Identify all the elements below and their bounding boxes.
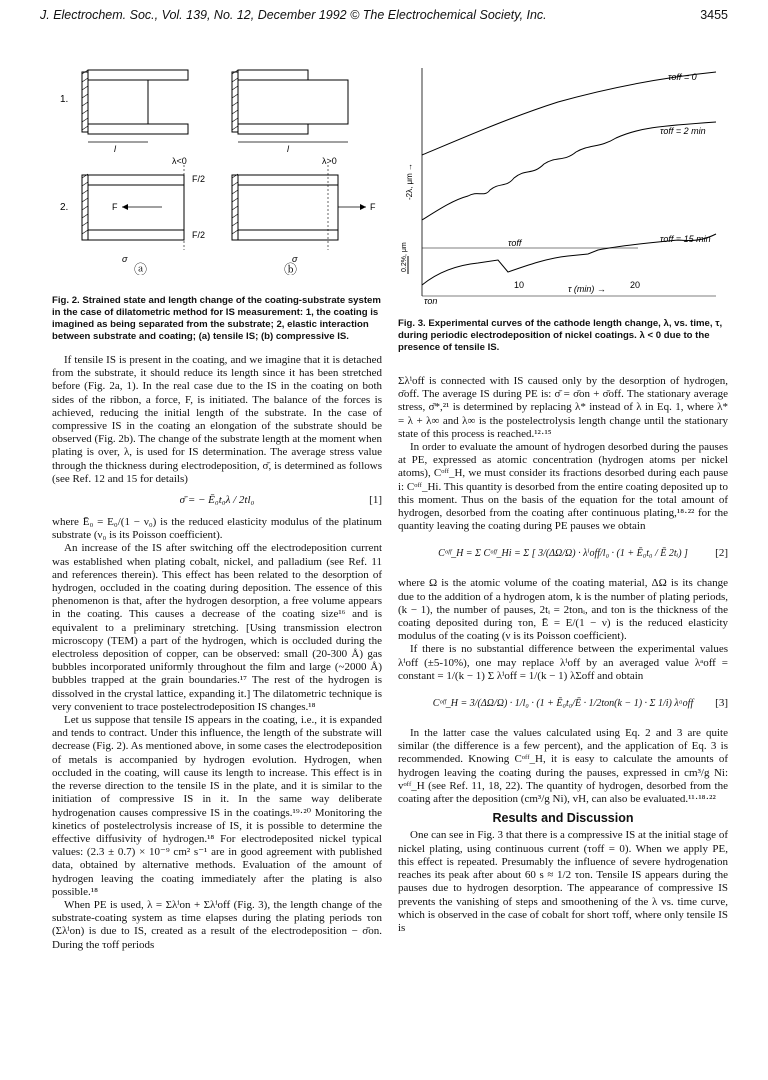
fig3-label-toff-mid: τoff bbox=[508, 238, 522, 248]
right-paragraph-2: In order to evaluate the amount of hydrogen desorbed during the pauses at PE, expressed as atomic concentration (hydrogen atoms per nickel atoms), Cᵒᶠᶠ_H, we must consider its fractions desorbed during each pause i: Cᵒᶠᶠ_Hi. This quantity is desorbed from the entire coating deposited up to this moment. Thus on the basis of the equation for the total amount of hydrogen, desorbed from the coating after continuous plating,¹⁸·²² for the quantity leaving the coating during PE pauses we obtain bbox=[398, 441, 728, 533]
equation-2-body: Cᵒᶠᶠ_H = Σ Cᵒᶠᶠ_Hi = Σ [ 3/(ΔΩ/Ω) · λⁱoff/l₀ · (1 + Ē₀t₀ / Ē 2tᵢ) ] bbox=[438, 548, 688, 560]
fig2-f-half-top: F/2 bbox=[192, 174, 206, 184]
fig2-row1-label: 1. bbox=[60, 94, 69, 105]
fig3-label-ton: τon bbox=[424, 296, 438, 305]
fig2-force-b: F bbox=[370, 202, 376, 212]
fig2-lambda-neg: λ<0 bbox=[172, 156, 187, 166]
fig2-f-half-bottom: F/2 bbox=[192, 230, 206, 240]
figure-3-caption: Fig. 3. Experimental curves of the cathode length change, λ, vs. time, τ, during periodic electrodeposition of nickel coatings. λ < 0 due to the presence of tensile IS. bbox=[398, 318, 723, 353]
figure-2-caption: Fig. 2. Strained state and length change of the coating-substrate system in the case of dilatometric method for IS measurement: 1, the coating is imagined as being separated from the substrate; 2, elastic interaction between substrate and coating; (a) tensile IS; (b) compressive IS. bbox=[52, 295, 381, 342]
fig2-force-a: F bbox=[112, 202, 118, 212]
equation-1-body: σ̄ = − Ē₀t₀λ / 2tl₀ bbox=[179, 494, 255, 507]
right-paragraph-5: In the latter case the values calculated using Eq. 2 and 3 are quite similar (the difference is a few percent), and the application of Eq. 3 is recommended. Knowing Cᵒᶠᶠ_H, it is easy to calculate the amounts of hydrogen leaving the coating during the pauses, expressed in cm³/g Ni: vᵒᶠᶠ_H (see Ref. 11, 18, 22). The quantity of hydrogen, desorbed from the coating after the deposition (cm³/g Ni), vH, can also be evaluated.¹¹·¹⁸·²² bbox=[398, 727, 728, 806]
left-paragraph-3: An increase of the IS after switching off the electrodeposition current was established when plating cobalt, nickel, and palladium (see Ref. 11 and references therein). This effect has been related to the desorption of hydrogen, occluded in the coating during deposition. The essence of this phenomenon is that, after the hydrogen desorption, a free volume appears in the coating. This causes a decrease of the coating size¹⁶ and is equivalent to a preliminary stretching. [Using transmission electron microscopy (TEM) a part of the hydrogen, which is occluded during the electroless deposition of copper, can be observed: small (20-300 Å) gas bubbles incorporated uniformly throughout the film and large (~2000 Å) bubbles trapped at the grain boundaries.¹⁷ The rest of the hydrogen is dissolved in the crystal lattice, expanding it.] The dilatometric technique is very convenient to trace postelectrodeposition IS changes.¹⁸ bbox=[52, 542, 382, 713]
fig2-panel-a-label: ⓐ bbox=[134, 262, 148, 275]
right-paragraph-4: If there is no substantial difference between the experimental values λⁱoff (±5-10%), one may replace λⁱoff by an averaged value λᵃoff = constant = 1/(k − 1) Σ λⁱoff = 1/(k − 1) λΣoff and obtain bbox=[398, 643, 728, 682]
fig2-lambda-pos: λ>0 bbox=[322, 156, 337, 166]
fig2-row2-label: 2. bbox=[60, 202, 69, 213]
fig2-row1-panel-a bbox=[82, 70, 188, 154]
left-paragraph-1: If tensile IS is present in the coating, and we imagine that it is detached from the substrate, it should reduce its length since it has been stretched before (Fig. 2a, 1). In the real case due to the IS in the coating on both sides of the ribbon, a force, F, is initiated. The balance of the forces is achieved, reducing the initial length of the substrate. In the case of compressive IS in the coating an elongation of the substrate should be observed (Fig. 2b). The change of the substrate length at the moment when plating is over, λ, is used for IS determination. The average stress value through the thickness during electrodeposition, σ̄, is determined as follows (see Ref. 12 and 15 for details) bbox=[52, 354, 382, 485]
fig3-label-toff15: τoff = 15 min bbox=[660, 234, 711, 244]
left-column bbox=[52, 354, 382, 952]
running-header bbox=[40, 8, 728, 26]
fig2-sigma0-a: σ bbox=[122, 254, 128, 264]
fig3-x-tick-10: 10 bbox=[514, 280, 525, 290]
left-paragraph-5: When PE is used, λ = Σλⁱon + Σλⁱoff (Fig. 3), the length change of the substrate-coating system as time elapses during the plating periods τon (Σλⁱon) is due to IS, created as a result of the electrodeposition − σ̄on. During the τoff periods bbox=[52, 898, 382, 951]
journal-citation: J. Electrochem. Soc., Vol. 139, No. 12, December 1992 © The Electrochemical Society, Inc. bbox=[40, 8, 547, 22]
right-paragraph-1: Σλⁱoff is connected with IS caused only by the desorption of hydrogen, σ̄off. The average IS during PE is: σ̄ = σ̄on + σ̄off. The stationary average stress, σ̄*,²¹ is determined by replacing λ* instead of λ in Eq. 1, where λ* = λ + λ∞ and λ∞ is the postelectrolysis length change until the stationary state of this process is reached.¹²·¹⁵ bbox=[398, 375, 728, 440]
curve-toff-0 bbox=[422, 72, 716, 155]
right-paragraph-3: where Ω is the atomic volume of the coating material, ΔΩ is its change due to the addition of a hydrogen atom, k is the number of plating periods, (k − 1), the number of pauses, 2tᵢ = 2tonᵢ, and ton is the thickness of the coating deposited during τon, Ē = E/(1 − ν) is the reduced elasticity modulus of the coating (ν is its Poisson coefficient). bbox=[398, 577, 728, 643]
fig3-label-toff2: τoff = 2 min bbox=[660, 126, 706, 136]
fig3-x-unit: τ (min) → bbox=[568, 284, 606, 294]
section-heading: Results and Discussion bbox=[492, 811, 634, 826]
equation-1-number: [1] bbox=[369, 494, 382, 507]
right-column bbox=[398, 375, 728, 935]
figure-3-chart bbox=[398, 60, 728, 305]
fig2-row1-panel-b bbox=[232, 70, 348, 154]
right-paragraph-6: One can see in Fig. 3 that there is a compressive IS at the initial stage of nickel plating, using continuous current (τoff = 0). When we apply PE, this effect is repeated. Presumably the influence of severe hydrogenation reaches its peak after about 60 s ≈ 1/2 τon. Tensile IS appears during the pauses due to hydrogen desorption. The appearance of compressive IS prevents the vanishing of steps and smoothening of the λ vs. time curve, which is observed in the case of cobalt for short τoff, where only tensile IS is bbox=[398, 829, 728, 934]
fig3-scale-bar-label: 0.2%, μm bbox=[401, 242, 408, 272]
fig3-x-tick-20: 20 bbox=[630, 280, 641, 290]
fig2-l0-left: l bbox=[114, 144, 116, 154]
equation-3-number: [3] bbox=[715, 697, 728, 710]
left-paragraph-2: where Ē₀ = E₀/(1 − ν₀) is the reduced elasticity modulus of the platinum substrate (ν₀ is its Poisson coefficient). bbox=[52, 516, 382, 542]
fig3-y-axis-label: -2λ, μm → bbox=[405, 162, 414, 200]
fig2-row2-panel-a bbox=[82, 165, 205, 264]
fig3-label-toff0: τoff = 0 bbox=[668, 72, 697, 82]
fig2-l0-right: l bbox=[287, 144, 289, 154]
equation-1 bbox=[52, 486, 382, 516]
equation-3-body: Cᵒᶠᶠ_H = 3/(ΔΩ/Ω) · 1/l₀ · (1 + Ē₀t₀/Ē · 1/2ton(k − 1) · Σ 1/i) λᵃoff bbox=[432, 698, 694, 710]
left-paragraph-4: Let us suppose that tensile IS appears in the coating, i.e., it is expanded and tends to contract. Under this influence, the length of the substrate will decrease (Fig. 2). As mentioned above, in some cases the electrodeposition of metals is accompanied by hydrogen evolution. Hydrogen, when occluded in the coating, will cause its length to increase. This effect is in the reverse direction to the tensile IS in the plate, and it is similar to the initiation of compressive IS in it. In the same way deliberate hydrogenation causes compressive IS in the coatings.¹⁹·²⁰ Monitoring the kinetics of postelectrolysis increase of IS, it is possible to determine the effective diffusivity of hydrogen.¹⁸ For electrodeposited nickel typical values: (2.3 ± 0.7) × 10⁻⁹ cm² s⁻¹ are in good agreement with published data, obtained by alternative methods. Evaluation of the amount of hydrogen leaving the coating immediately after the plating is also possible.¹⁸ bbox=[52, 714, 382, 898]
fig2-sigma-b: σ bbox=[292, 254, 298, 264]
equation-2-number: [2] bbox=[715, 547, 728, 560]
fig2-row2-panel-b bbox=[232, 165, 376, 264]
fig2-panel-b-label: ⓑ bbox=[284, 262, 298, 275]
figure-2-diagram bbox=[52, 60, 382, 275]
page-number: 3455 bbox=[700, 8, 728, 22]
equation-2 bbox=[398, 533, 728, 577]
equation-3 bbox=[398, 683, 728, 727]
